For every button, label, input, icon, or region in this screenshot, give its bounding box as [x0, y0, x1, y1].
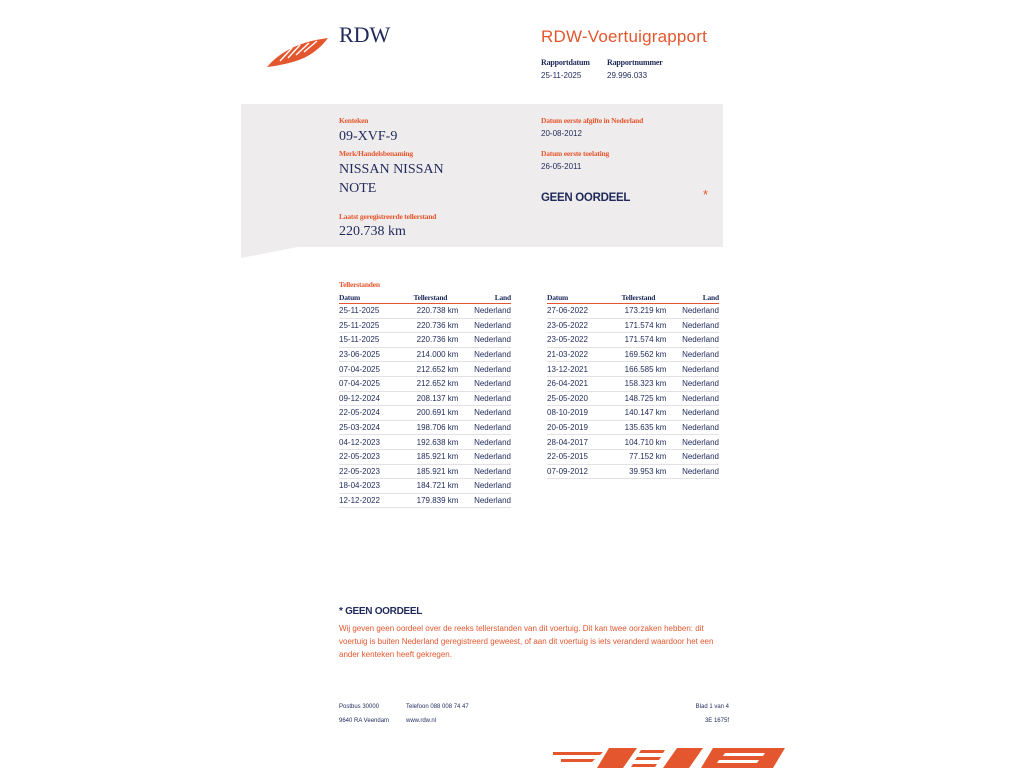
table-row [339, 318, 511, 333]
cell-reading: 185.921 km [396, 464, 458, 479]
cell-country: Nederland [458, 449, 511, 464]
cell-country: Nederland [666, 362, 719, 377]
cell-reading: 171.574 km [604, 318, 666, 333]
cell-country: Nederland [666, 449, 719, 464]
cell-date: 25-11-2025 [339, 318, 396, 333]
readings-table-right [547, 292, 719, 479]
readings-heading: Tellerstanden [339, 280, 380, 289]
table-row [339, 464, 511, 479]
footer-address-line2: 9640 RA Veendam [339, 718, 390, 724]
table-row [547, 449, 719, 464]
col-reading-header: Tellerstand [396, 292, 458, 304]
cell-reading: 192.638 km [396, 435, 458, 450]
cell-reading: 179.839 km [396, 493, 458, 508]
report-number-label: Rapportnummer [607, 58, 663, 67]
table-row [547, 333, 719, 348]
cell-country: Nederland [458, 406, 511, 421]
col-country-header: Land [666, 292, 719, 304]
col-country-header: Land [458, 292, 511, 304]
cell-country: Nederland [458, 318, 511, 333]
plate-label: Kenteken [339, 116, 369, 125]
footer-website[interactable]: www.rdw.nl [406, 718, 437, 724]
brand-name: RDW [339, 22, 391, 47]
cell-country: Nederland [458, 479, 511, 494]
cell-date: 23-05-2022 [547, 333, 604, 348]
cell-country: Nederland [458, 304, 511, 319]
cell-reading: 220.736 km [396, 318, 458, 333]
cell-reading: 198.706 km [396, 420, 458, 435]
cell-date: 25-03-2024 [339, 420, 396, 435]
cell-reading: 212.652 km [396, 376, 458, 391]
verdict-asterisk: * [703, 187, 709, 202]
cell-date: 25-11-2025 [339, 304, 396, 319]
cell-date: 04-12-2023 [339, 435, 396, 450]
cell-reading: 166.585 km [604, 362, 666, 377]
cell-country: Nederland [666, 464, 719, 479]
cell-country: Nederland [458, 464, 511, 479]
table-header-row [339, 292, 511, 304]
cell-country: Nederland [458, 391, 511, 406]
cell-date: 22-05-2024 [339, 406, 396, 421]
cell-country: Nederland [666, 333, 719, 348]
cell-date: 07-09-2012 [547, 464, 604, 479]
footer-document-code: 3E 1675f [704, 718, 729, 724]
cell-reading: 212.652 km [396, 362, 458, 377]
first-admission: 26-05-2011 [541, 162, 582, 171]
cell-reading: 184.721 km [396, 479, 458, 494]
col-reading-header: Tellerstand [604, 292, 666, 304]
cell-reading: 171.574 km [604, 333, 666, 348]
cell-country: Nederland [666, 420, 719, 435]
cell-date: 15-11-2025 [339, 333, 396, 348]
cell-country: Nederland [458, 333, 511, 348]
rdw-stripes-icon [553, 744, 785, 768]
cell-country: Nederland [458, 347, 511, 362]
cell-date: 28-04-2017 [547, 435, 604, 450]
cell-reading: 77.152 km [604, 449, 666, 464]
plate-value: 09-XVF-9 [339, 129, 398, 144]
document-title: RDW-Voertuigrapport [541, 27, 707, 46]
first-registration-nl-label: Datum eerste afgifte in Nederland [541, 116, 644, 125]
make-label: Merk/Handelsbenaming [339, 149, 413, 158]
panel-tail [241, 246, 303, 258]
cell-country: Nederland [666, 391, 719, 406]
table-row [339, 420, 511, 435]
cell-date: 07-04-2025 [339, 376, 396, 391]
cell-date: 08-10-2019 [547, 406, 604, 421]
cell-reading: 185.921 km [396, 449, 458, 464]
cell-date: 27-06-2022 [547, 304, 604, 319]
cell-reading: 200.691 km [396, 406, 458, 421]
table-row [547, 464, 719, 479]
first-admission-label: Datum eerste toelating [541, 149, 610, 158]
table-row [547, 304, 719, 319]
make-value-line2: NOTE [339, 181, 377, 196]
table-row [547, 362, 719, 377]
cell-reading: 135.635 km [604, 420, 666, 435]
report-date-label: Rapportdatum [541, 58, 590, 67]
table-row [339, 391, 511, 406]
cell-date: 23-06-2025 [339, 347, 396, 362]
table-row [547, 347, 719, 362]
cell-reading: 169.562 km [604, 347, 666, 362]
col-date-header: Datum [547, 292, 604, 304]
cell-date: 09-12-2024 [339, 391, 396, 406]
cell-reading: 158.323 km [604, 376, 666, 391]
report-date: 25-11-2025 [541, 71, 582, 80]
table-row [339, 304, 511, 319]
report-number: 29.996.033 [607, 71, 648, 80]
cell-date: 18-04-2023 [339, 479, 396, 494]
cell-date: 26-04-2021 [547, 376, 604, 391]
odometer-value: 220.738 km [339, 224, 406, 239]
table-row [547, 435, 719, 450]
table-row [547, 318, 719, 333]
table-row [339, 362, 511, 377]
cell-reading: 104.710 km [604, 435, 666, 450]
cell-date: 12-12-2022 [339, 493, 396, 508]
rdw-logo-icon [266, 34, 330, 70]
table-row [339, 435, 511, 450]
note-text: Wij geven geen oordeel over de reeks tellerstanden van dit voertuig. Dit kan twee oorzaken hebben: dit voertuig is buiten Nederland geregistreerd geweest, of aan dit voertuig is iets veranderd waardoor het een ander kenteken heeft gekregen. [339, 624, 714, 659]
cell-country: Nederland [666, 304, 719, 319]
table-row [339, 406, 511, 421]
cell-reading: 220.736 km [396, 333, 458, 348]
cell-date: 22-05-2015 [547, 449, 604, 464]
first-registration-nl: 20-08-2012 [541, 129, 582, 138]
table-row [339, 479, 511, 494]
table-row [547, 376, 719, 391]
cell-country: Nederland [666, 347, 719, 362]
col-date-header: Datum [339, 292, 396, 304]
readings-table-left [339, 292, 511, 508]
table-row [547, 391, 719, 406]
cell-date: 22-05-2023 [339, 464, 396, 479]
cell-country: Nederland [666, 435, 719, 450]
vehicle-summary-panel [241, 104, 723, 247]
cell-date: 22-05-2023 [339, 449, 396, 464]
verdict: GEEN OORDEEL [541, 192, 631, 204]
cell-country: Nederland [666, 376, 719, 391]
cell-date: 23-05-2022 [547, 318, 604, 333]
make-value-line1: NISSAN NISSAN [339, 162, 444, 177]
cell-country: Nederland [458, 435, 511, 450]
cell-country: Nederland [458, 376, 511, 391]
cell-reading: 39.953 km [604, 464, 666, 479]
table-row [339, 493, 511, 508]
cell-date: 13-12-2021 [547, 362, 604, 377]
cell-reading: 173.219 km [604, 304, 666, 319]
cell-country: Nederland [458, 493, 511, 508]
cell-country: Nederland [666, 318, 719, 333]
table-row [547, 420, 719, 435]
footer-page-number: Blad 1 van 4 [695, 704, 729, 710]
odometer-label: Laatst geregistreerde tellerstand [339, 212, 437, 221]
table-row [339, 347, 511, 362]
cell-reading: 208.137 km [396, 391, 458, 406]
cell-reading: 148.725 km [604, 391, 666, 406]
table-row [339, 449, 511, 464]
footer-phone: Telefoon 088 008 74 47 [406, 704, 469, 710]
cell-date: 21-03-2022 [547, 347, 604, 362]
cell-date: 25-05-2020 [547, 391, 604, 406]
table-header-row [547, 292, 719, 304]
cell-reading: 140.147 km [604, 406, 666, 421]
table-row [547, 406, 719, 421]
cell-country: Nederland [666, 406, 719, 421]
note-title: * GEEN OORDEEL [339, 606, 423, 617]
cell-date: 07-04-2025 [339, 362, 396, 377]
cell-date: 20-05-2019 [547, 420, 604, 435]
cell-reading: 220.738 km [396, 304, 458, 319]
table-row [339, 376, 511, 391]
cell-country: Nederland [458, 420, 511, 435]
cell-country: Nederland [458, 362, 511, 377]
footer-address-line1: Postbus 30000 [339, 704, 380, 710]
table-row [339, 333, 511, 348]
cell-reading: 214.000 km [396, 347, 458, 362]
